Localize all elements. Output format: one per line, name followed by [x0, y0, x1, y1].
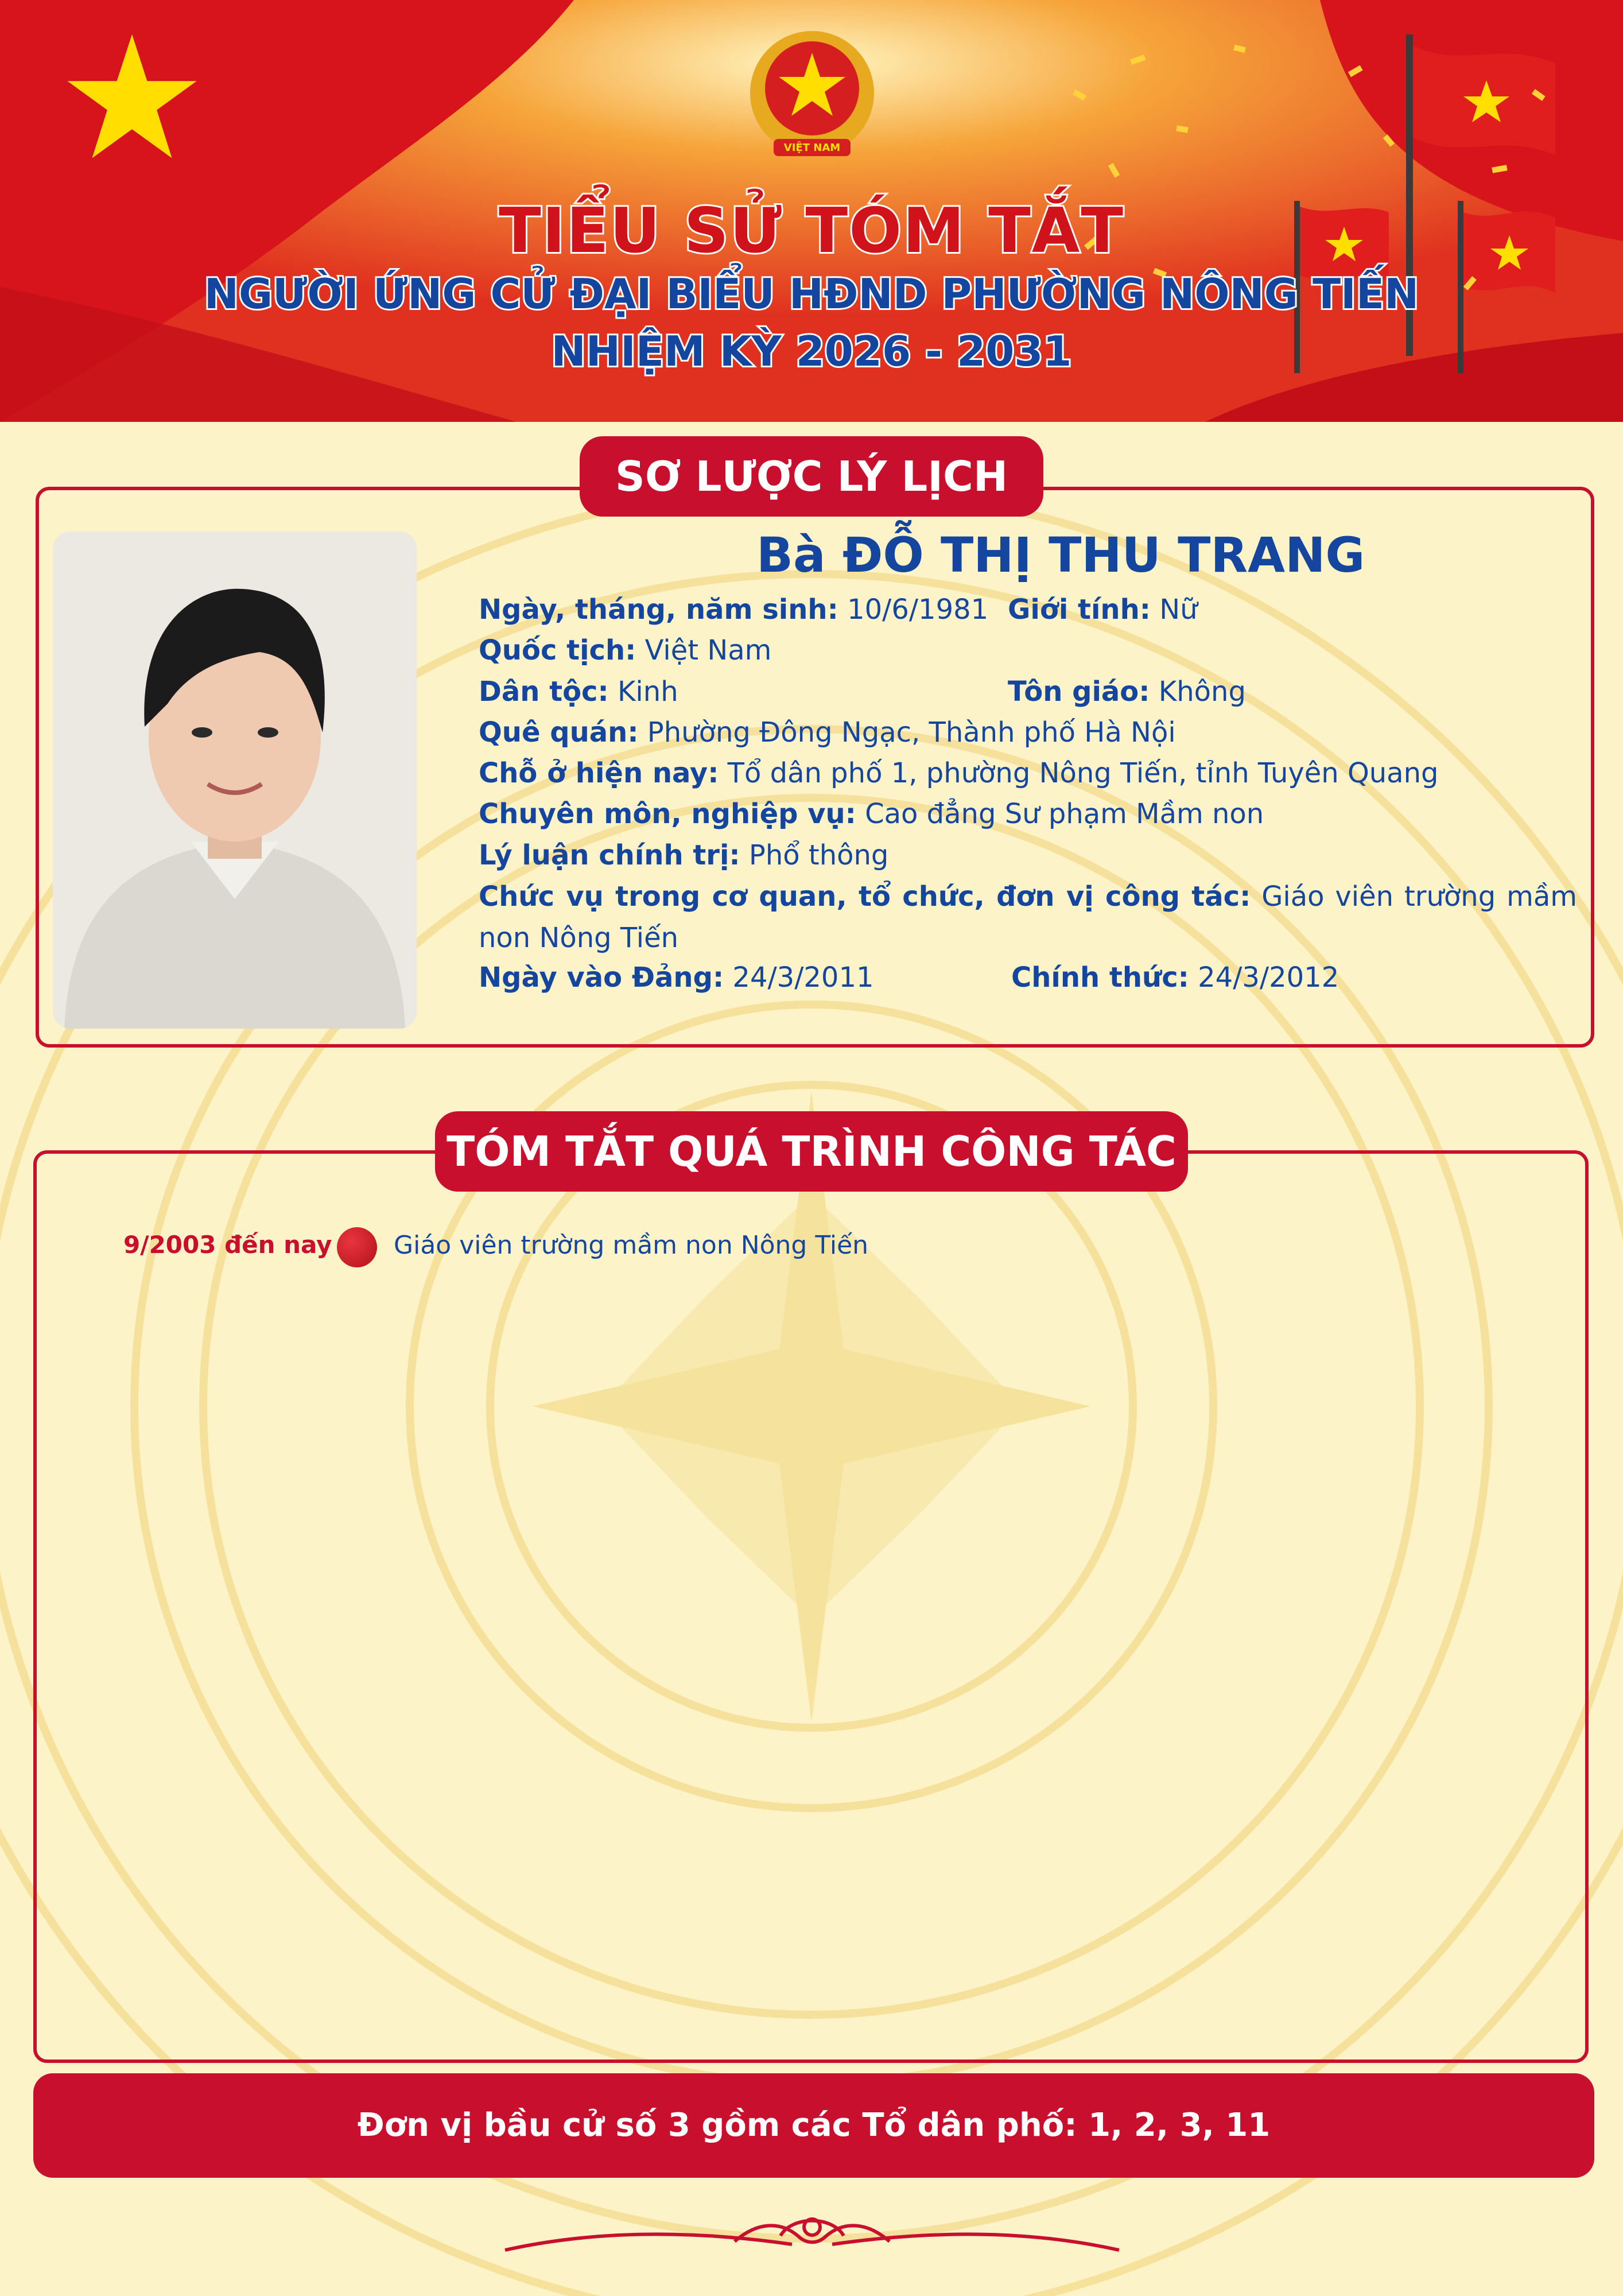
nationality-value: Việt Nam — [644, 634, 772, 666]
official-row — [1011, 961, 1339, 994]
state-emblem-icon — [740, 29, 884, 166]
birth-row — [479, 594, 988, 626]
header-banner — [0, 0, 1623, 422]
residence-label: Chỗ ở hiện nay: — [479, 757, 719, 789]
profession-value: Cao đẳng Sư phạm Mầm non — [865, 798, 1264, 830]
religion-row — [1008, 676, 1246, 708]
party-join-value: 24/3/2011 — [732, 961, 874, 994]
timeline-period: 9/2003 đến nay — [123, 1231, 332, 1259]
timeline-description: Giáo viên trường mầm non Nông Tiến — [394, 1231, 869, 1260]
religion-value: Không — [1158, 676, 1246, 708]
gender-label: Giới tính: — [1008, 594, 1151, 626]
profession-row — [479, 798, 1264, 830]
constituency-text: Đơn vị bầu cử số 3 gồm các Tổ dân phố: 1, 2, 3, 11 — [357, 2107, 1271, 2144]
constituency-banner — [33, 2073, 1594, 2178]
emblem-text: VIỆT NAM — [783, 142, 841, 154]
flag-star-icon — [63, 32, 201, 164]
nationality-label: Quốc tịch: — [479, 634, 636, 666]
hometown-row — [479, 716, 1176, 748]
term-label: NHIỆM KỲ 2026 - 2031 — [551, 327, 1072, 375]
residence-row — [479, 757, 1438, 789]
ethnicity-row — [479, 676, 678, 708]
birth-label: Ngày, tháng, năm sinh: — [479, 594, 838, 626]
candidate-name: Bà ĐỖ THỊ THU TRANG — [756, 527, 1365, 583]
party-join-row — [479, 961, 874, 994]
official-label: Chính thức: — [1011, 961, 1189, 994]
gender-value: Nữ — [1159, 594, 1198, 626]
portrait-image — [53, 532, 417, 1029]
page-subtitle: NGƯỜI ỨNG CỬ ĐẠI BIỂU HĐND PHƯỜNG NÔNG TIẾN — [204, 270, 1419, 318]
bottom-ornament — [494, 2210, 1131, 2262]
profession-label: Chuyên môn, nghiệp vụ: — [479, 798, 856, 830]
birth-value: 10/6/1981 — [847, 594, 989, 626]
timeline-bullet-icon — [337, 1227, 377, 1267]
official-value: 24/3/2012 — [1198, 961, 1339, 994]
profile-section-title: SƠ LƯỢC LÝ LỊCH — [580, 436, 1043, 517]
hometown-label: Quê quán: — [479, 716, 639, 748]
party-join-label: Ngày vào Đảng: — [479, 961, 724, 994]
gender-row — [1008, 594, 1198, 626]
religion-label: Tôn giáo: — [1008, 676, 1150, 708]
position-row — [479, 876, 1577, 959]
career-box — [33, 1150, 1589, 2063]
position-label: Chức vụ trong cơ quan, tổ chức, đơn vị công tác: — [479, 881, 1251, 913]
politics-label: Lý luận chính trị: — [479, 839, 740, 871]
nationality-row — [479, 634, 771, 666]
residence-value: Tổ dân phố 1, phường Nông Tiến, tỉnh Tuyên Quang — [727, 757, 1439, 789]
career-section-title: TÓM TẮT QUÁ TRÌNH CÔNG TÁC — [435, 1111, 1188, 1192]
ethnicity-label: Dân tộc: — [479, 676, 609, 708]
position-value: Giáo viên trường mầm non Nông Tiến — [479, 881, 1577, 954]
politics-row — [479, 839, 888, 871]
page-title: TIỂU SỬ TÓM TẮT — [498, 195, 1124, 267]
hometown-value: Phường Đông Ngạc, Thành phố Hà Nội — [647, 716, 1176, 748]
politics-value: Phổ thông — [748, 839, 889, 871]
candidate-photo — [53, 532, 417, 1029]
ethnicity-value: Kinh — [617, 676, 678, 708]
